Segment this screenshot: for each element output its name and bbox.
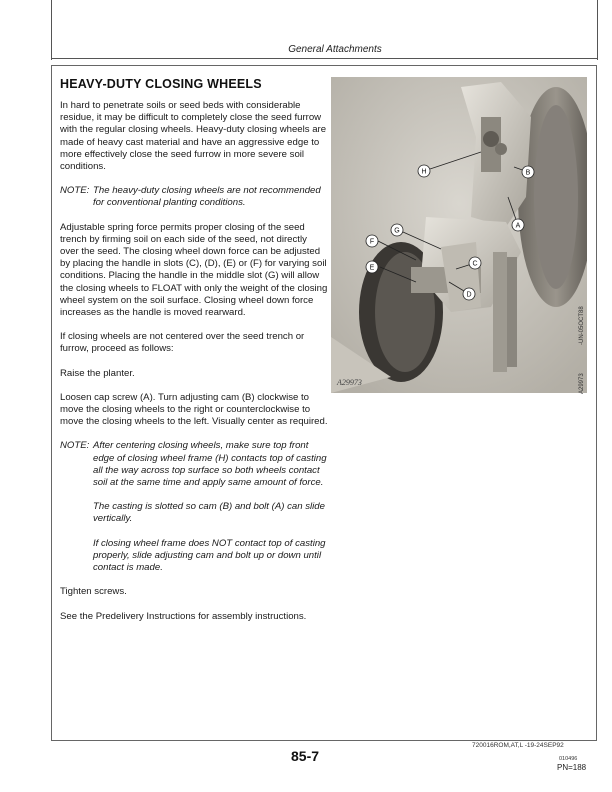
image-id-label: A29973	[337, 378, 362, 387]
svg-text:F: F	[369, 238, 375, 246]
svg-text:C: C	[472, 260, 478, 268]
closing-wheel-photo	[331, 77, 587, 393]
footer-pn: PN=188	[557, 763, 587, 772]
section-title: HEAVY-DUTY CLOSING WHEELS	[60, 77, 262, 91]
note-label: NOTE:	[60, 185, 90, 197]
svg-text:A: A	[515, 222, 521, 230]
note-not-recommended	[60, 185, 328, 209]
callout-a	[512, 219, 524, 231]
callout-g	[391, 224, 403, 236]
note-sub-frame-contact: If closing wheel frame does NOT contact top of casting properly, slide adjusting cam and bolt up or down until contact is made.	[93, 537, 326, 574]
svg-text:D: D	[466, 291, 472, 299]
paragraph-predelivery: See the Predelivery Instructions for assembly instructions.	[60, 610, 307, 622]
svg-text:H: H	[421, 168, 427, 176]
paragraph-intro: In hard to penetrate soils or seed beds with considerable residue, it may be difficult to completely close the seed furrow with the regular closing wheels. Heavy-duty closing wheels are made of heavy cast material and have an aggressive edge to more effectively close the seed furrow in more severe soil conditions.	[60, 100, 327, 173]
running-head: General Attachments	[288, 44, 382, 55]
callout-e	[366, 261, 378, 273]
svg-text:G: G	[394, 227, 400, 235]
callout-h	[418, 165, 430, 177]
paragraph-not-centered: If closing wheels are not centered over the seed trench or furrow, proceed as follows:	[60, 331, 305, 355]
paragraph-raise-planter: Raise the planter.	[60, 367, 135, 379]
paragraph-tighten: Tighten screws.	[60, 586, 127, 598]
footer-doc-code: 720016ROM,AT,L -19-24SEP92	[472, 742, 564, 749]
note-text: The heavy-duty closing wheels are not recommended for conventional planting conditions.	[93, 185, 321, 209]
page-frame-right	[597, 0, 598, 60]
page-number: 85-7	[291, 748, 320, 764]
note-centering	[60, 440, 328, 574]
header-rule	[51, 58, 598, 59]
callout-b	[522, 166, 534, 178]
body-text-column	[60, 100, 328, 635]
closing-wheel-illustration	[331, 77, 587, 393]
svg-text:B: B	[525, 169, 531, 177]
paragraph-loosen-screw: Loosen cap screw (A). Turn adjusting cam (B) clockwise to move the closing wheels to the right or counterclockwise to move the closing wheels to the left. Visually center as required.	[60, 391, 328, 428]
paragraph-spring-force: Adjustable spring force permits proper closing of the seed trench by firming soil on each side of the seed, not directly over the seed. The closing wheel down force can be adjusted by placing the handle in slots (C), (D), (E) or (F) for varying soil conditions. Placing the handle in the middle slot (G) will allow the closing wheels to FLOAT with only the weight of the closing wheel system on the soil surface. Closing wheel down force increases as the handle is moved rearward.	[60, 221, 328, 319]
page-frame-left	[51, 0, 52, 60]
callout-d	[463, 288, 475, 300]
note-label: NOTE:	[60, 440, 90, 452]
footer-small-code: 010496	[559, 756, 578, 762]
note-text: After centering closing wheels, make sure top front edge of closing wheel frame (H) contacts top of casting all the way across top surface so both wheels contact soil at the same time and apply same amount of force.	[93, 440, 327, 489]
callout-f	[366, 235, 378, 247]
callout-c	[469, 257, 481, 269]
svg-text:E: E	[369, 264, 375, 272]
note-sub-casting-slotted: The casting is slotted so cam (B) and bolt (A) can slide vertically.	[93, 501, 325, 525]
side-code-date: -UN-05OCT88	[579, 306, 585, 345]
side-code-image-id: A29973	[579, 373, 585, 394]
